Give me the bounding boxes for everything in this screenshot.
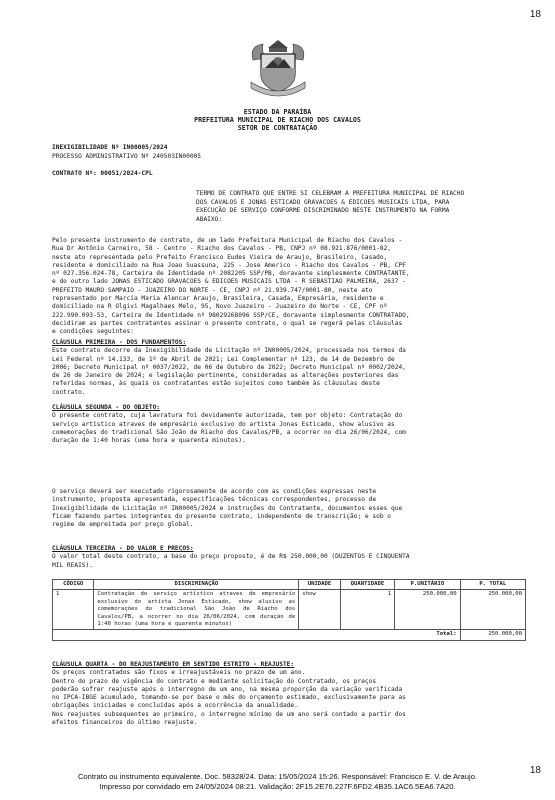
cell-total: 250.000,00 [460, 590, 525, 630]
clause-2-title: CLÁUSULA SEGUNDA - DO OBJETO: [52, 404, 161, 411]
intro-line: DOS CAVALOS E JONAS ESTICADO GRAVACOES & EDICOES MUSICAIS LTDA, PARA [196, 198, 450, 206]
header-prefeitura: PREFEITURA MUNICIPAL DE RIACHO DOS CAVALOS [194, 116, 361, 124]
intro-line: EXECUÇÃO DE SERVIÇO CONFORME DISCRIMINADO NESTE INSTRUMENTO NA FORMA [196, 207, 450, 215]
clause-line: O serviço deverá ser executado rigorosamente de acordo com as condições expressas neste [52, 488, 377, 495]
clause-line: Nos reajustes subsequentes ao primeiro, o interregno mínimo de um ano será contado a partir dos [52, 710, 406, 718]
clause-line: contrato. [52, 388, 86, 396]
total-label: Total: [53, 630, 461, 640]
page-number-bottom: 18 [529, 765, 541, 776]
clause-1 [52, 339, 522, 397]
clause-line: Inexigibilidade de Licitação nº IN00005/2024 e instruções do Contratante, documentos esses que [52, 504, 403, 512]
parties-line: residente e domiciliado na Rua Joao Suassuna, 225 - Jose Americo - Riacho dos Cavalos - PB, CPF [52, 261, 406, 269]
clause-2 [52, 404, 522, 445]
parties-line: representado por Marcia Maria Alencar Araujo, Brasileira, Casada, Empresária, residente e [52, 295, 384, 303]
header-state: ESTADO DA PARAÍBA [243, 108, 312, 116]
clause-line: efeitos financeiros do último reajuste. [52, 719, 198, 727]
items-table [52, 579, 526, 641]
parties-line: Pelo presente instrumento de contrato, de um lado Prefeitura Municipal de Riacho dos Cavalos - [52, 237, 403, 244]
footer-validation: Impresso por convidado em 24/05/2024 08:21. Validação: 2F15.2E76.227F.6FD2.4B35.1AC6.5EA6.7A20. [99, 782, 456, 791]
clause-line: referidas normas, às quais os contratantes estão sujeitos como também às cláusulas deste [52, 380, 380, 388]
processo-administrativo: PROCESSO ADMINISTRATIVO Nº 240503IN00005 [52, 153, 202, 160]
cell-unidade: show [299, 590, 340, 630]
intro-line: ABAIXO: [196, 215, 223, 223]
clause-4-title: CLÁUSULA QUARTA - DO REAJUSTAMENTO EM SENTIDO ESTRITO - REAJUSTE: [52, 661, 295, 668]
clause-line: Dentro do prazo de vigência do contrato e mediante solicitação do Contratado, os preços [52, 677, 377, 685]
table-total-row [53, 630, 526, 640]
cell-codigo: 1 [53, 590, 94, 630]
clause-3 [52, 545, 522, 570]
clause-line: regime de empreitada por preço global. [52, 521, 194, 529]
parties-line: decidiram as partes contratantes assinar o presente contrato, o qual se regerá pelas cláusulas [52, 319, 403, 327]
col-header-total: P. TOTAL [460, 580, 525, 590]
parties-line: neste ato representada pelo Prefeito Francisco Eudes Vieira de Araujo, Brasileiro, Casado, [52, 253, 388, 261]
header-setor: SETOR DE CONTRATAÇÃO [237, 124, 318, 132]
clause-line: obrigações iniciadas e concluídas após a ocorrência da anualidade. [52, 702, 298, 710]
parties-line: Rua Dr Antônio Carneiro, 58 - Centro - Riacho dos Cavalos - PB, CNPJ nº 08.921.876/0001-82, [52, 245, 391, 253]
col-header-discriminacao: DISCRIMINAÇÃO [94, 580, 299, 590]
col-header-codigo: CÓDIGO [53, 580, 94, 590]
col-header-unitario: P.UNITÁRIO [395, 580, 460, 590]
parties-paragraph [52, 237, 522, 337]
clause-line: serviço artístico atraves de empresário exclusivo do artista Jonas Esticado, show alusivo as [52, 420, 395, 428]
clause-line: MIL REAIS). [52, 561, 93, 569]
cell-unitario: 250.000,00 [395, 590, 460, 630]
coat-of-arms-icon [247, 38, 309, 98]
clause-line: instrumento, proposta apresentada, especificações técnicas correspondentes, processo de [52, 496, 377, 504]
clause-line: 2006; Decreto Municipal nº 0037/2022, de 06 de Outubro de 2022; Decreto Municipal nº 0002/2024, [52, 363, 406, 371]
clause-line: ficam fazendo partes integrantes do presente contrato, independente de transcrição; e sob o [52, 512, 391, 520]
parties-line: PREFEITO MAURO SAMPAIO - JUAZEIRO DO NORTE - CE, CNPJ nº 21.939.747/0001-80, neste ato [52, 286, 373, 294]
table-header-row [53, 580, 526, 590]
col-header-unidade: UNIDADE [299, 580, 340, 590]
parties-line: 222.990.093-53, Carteira de Identidade nº 98029268096 SSP/CE, doravante simplesmente CONTRATADO, [52, 311, 410, 319]
clause-4 [52, 661, 522, 727]
col-header-quantidade: QUANTIDADE [340, 580, 394, 590]
clause-3-title: CLÁUSULA TERCEIRA - DO VALOR E PREÇOS: [52, 545, 194, 552]
clause-line: de 26 de Janeiro de 2024; e legislação pertinente, consideradas as alterações posteriores das [52, 372, 399, 380]
page-number-top: 18 [529, 9, 541, 20]
cell-quantidade: 1 [340, 590, 394, 630]
clause-1-title: CLÁUSULA PRIMEIRA - DOS FUNDAMENTOS: [52, 339, 187, 346]
table-row [53, 590, 526, 630]
footer-doc-info: Contrato ou instrumento equivalente. Doc. 58328/24. Data: 15/05/2024 15:26. Responsável: Francisco E. V. de Araujo. [77, 772, 478, 781]
parties-line: nº 027.356.024-78, Carteira de Identidade nº 2082205 SSP/PB, doravante simplesmente CONTRATANTE, [52, 270, 410, 278]
cell-discriminacao: Contratação do serviço artístico atraves de empresário exclusivo do artista Jonas Esticado, show alusivo as comemorações do tradicional São João de Riacho dos Cavalos/PB, a ocorrer no dia 26/06/2024, com duração de 1:40 horas (uma hora e quarenta minutos) [94, 590, 299, 630]
parties-line: e do outro lado JONAS ESTICADO GRAVACOES & EDICOES MUSICAIS LTDA - R SEBASTIAO PALMEIRA, 2637 - [52, 278, 406, 286]
clause-line: O valor total deste contrato, a base do preço proposto, é de R$ 250.000,00 (DUZENTOS E CINQUENTA [52, 553, 410, 561]
inexigibilidade-number: INEXIGIBILIDADE Nº IN00005/2024 [52, 144, 168, 151]
parties-line: e condições seguintes: [52, 328, 134, 336]
clause-line: duração de 1:40 horas (uma hora e quarenta minutos). [52, 437, 246, 445]
intro-text [196, 190, 464, 224]
total-value: 250.000,00 [460, 630, 525, 640]
clause-line: no IPCA-IBGE acumulado, tomando-se por base o mês do orçamento estimado, exclusivamente para as [52, 694, 406, 702]
clause-line: O presente contrato, cuja lavratura foi devidamente autorizada, tem por objeto: Contratação do [52, 412, 403, 420]
contract-number: CONTRATO Nº: 00051/2024-CPL [52, 170, 153, 177]
clause-line: Os preços contratados são fixos e irreajustáveis no prazo de um ano. [52, 669, 306, 677]
clause-line: poderão sofrer reajuste após o interregno de um ano, na mesma proporção da variação verificada [52, 685, 403, 693]
clause-line: comemorações do tradicional São João de Riacho dos Cavalos/PB, a ocorrer no dia 26/06/2024, com [52, 428, 406, 436]
clause-line: Lei Federal nº 14.133, de 1º de Abril de 2021; Lei Complementar nº 123, de 14 de Dezembro de [52, 355, 395, 363]
parties-line: domiciliado na R Olgivi Magalhaes Melo, 95, Novo Juazeiro - Juazeiro do Norte - CE, CPF nº [52, 303, 388, 311]
intro-line: TERMO DE CONTRATO QUE ENTRE SI CELEBRAM A PREFEITURA MUNICIPAL DE RIACHO [196, 190, 465, 197]
clause-line: Este contrato decorre da Inexigibilidade de Licitação nº IN00005/2024, processada nos termos da [52, 347, 406, 355]
clause-2-paragraph-2 [52, 488, 522, 529]
